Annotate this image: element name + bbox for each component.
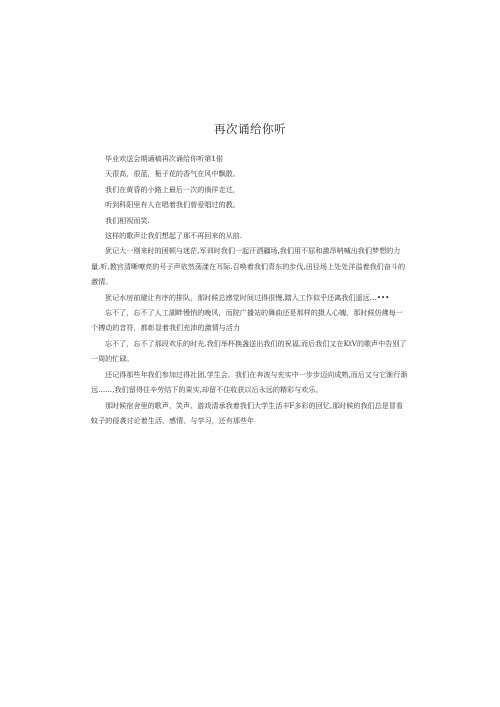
paragraph-11: 还记得那些年我们参加过得社团,学生会。我们在奔波与充实中一步步迈向成熟,而后又与它渐行渐远……,我们留得住辛劳结下的果实,却留不住收获以后永远的精彩与欢乐。 xyxy=(91,369,408,395)
paragraph-3: 我们在黄昏的小路上最后一次的徜徉走过， xyxy=(105,184,240,194)
paragraph-6: 这样的歌声让我们想起了那不再回来的从前. xyxy=(105,231,243,241)
paragraph-2: 天很高，很蓝，栀子花的香气在风中飘散。 xyxy=(105,169,240,179)
document-body xyxy=(91,151,408,428)
paragraph-9: 忘不了，忘不了人工湖畔慢悄的晚风，而院广播站的舞曲还是那样的摄人心魄，那时候仿佛每一个搏动的音符，都彰显着我们充沛的激情与活力 xyxy=(91,308,403,333)
paragraph-7: 犹记大一刚来时的困顿与迷茫,军训时我们一起汗洒疆场,我们用不屈和激昂呐喊出我们梦想的力量.听,教官清晰嘹亮的号子声依然荡漾在耳际.召唤着我们青东的步伐,田径场上处处洋溢着我们奋斗的激情。 xyxy=(91,246,406,287)
paragraph-1: 毕业欢送会期诵稿再次诵给你听第1偌 xyxy=(105,154,224,163)
paragraph-8: 犹记水房前避让有序的排队，那时候总感觉时间过得很慢,踏入工作似乎还离我们遥远…••• xyxy=(105,292,390,302)
paragraph-5: 我们相视而笑. xyxy=(105,215,150,225)
document-title: 再次诵给你听 xyxy=(214,122,286,136)
paragraph-10: 忘不了，忘不了那段欢乐的时光,我们举杯换盏送出我们的祝福,而后我们又在KtV的歌声中告别了一周的忙碌。 xyxy=(91,338,407,364)
paragraph-12: 那时候宿舍里的歌声、笑声、游戏清承我着我们大学生活丰F多彩的回忆,那时候的我们总是冒看蚊子的侵袭讨论着生活、感情、与学习，还有那些年 xyxy=(91,400,404,425)
paragraph-4: 听到科阳里有人在唱着我们曾爱唱过的教。 xyxy=(105,200,240,210)
